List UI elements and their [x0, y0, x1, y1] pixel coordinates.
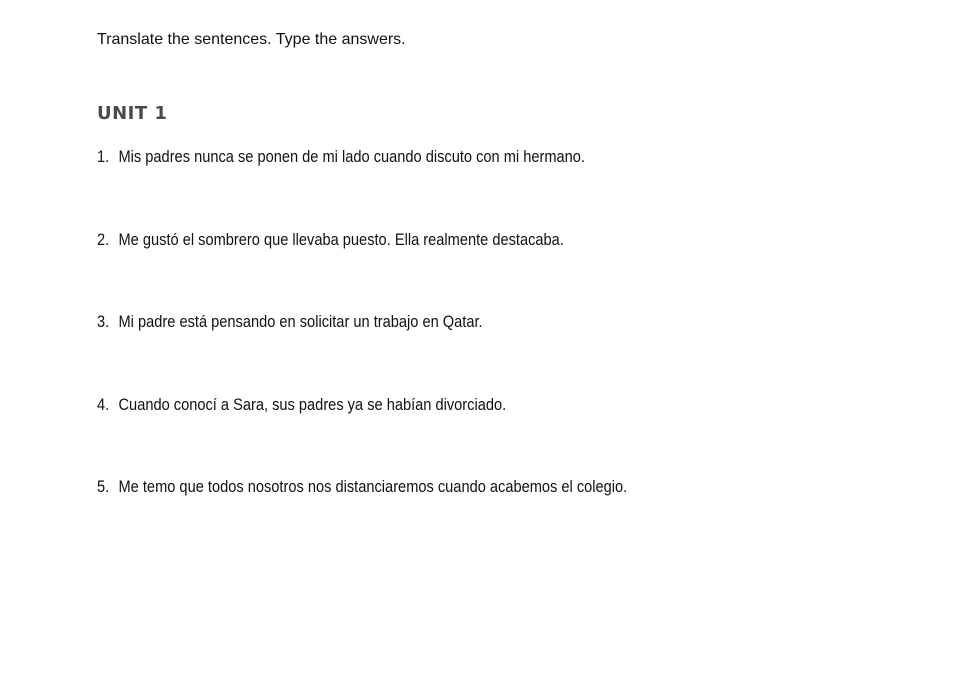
sentence-item: [97, 146, 627, 229]
sentence-number: 1.: [97, 147, 110, 166]
instructions-text: Translate the sentences. Type the answers.: [97, 31, 406, 48]
sentence-number: 2.: [97, 229, 110, 249]
sentence-item: [97, 394, 627, 477]
sentence-text: Me temo que todos nosotros nos distanciaremos cuando acabemos el colegio.: [118, 477, 628, 496]
sentence-item: [97, 311, 627, 394]
sentence-text: Mis padres nunca se ponen de mi lado cuando discuto con mi hermano.: [118, 147, 585, 166]
unit-heading: UNIT 1: [97, 103, 168, 124]
sentence-number: 4.: [97, 394, 110, 414]
sentence-number: 3.: [97, 312, 110, 331]
sentence-number: 5.: [97, 477, 110, 496]
sentence-text: Mi padre está pensando en solicitar un trabajo en Qatar.: [118, 312, 483, 331]
sentence-text: Me gustó el sombrero que llevaba puesto. Ella realmente destacaba.: [118, 229, 564, 249]
sentence-item: [97, 476, 627, 559]
sentence-item: [97, 229, 627, 312]
sentence-text: Cuando conocí a Sara, sus padres ya se habían divorciado.: [118, 394, 507, 414]
sentence-list: [97, 146, 714, 559]
